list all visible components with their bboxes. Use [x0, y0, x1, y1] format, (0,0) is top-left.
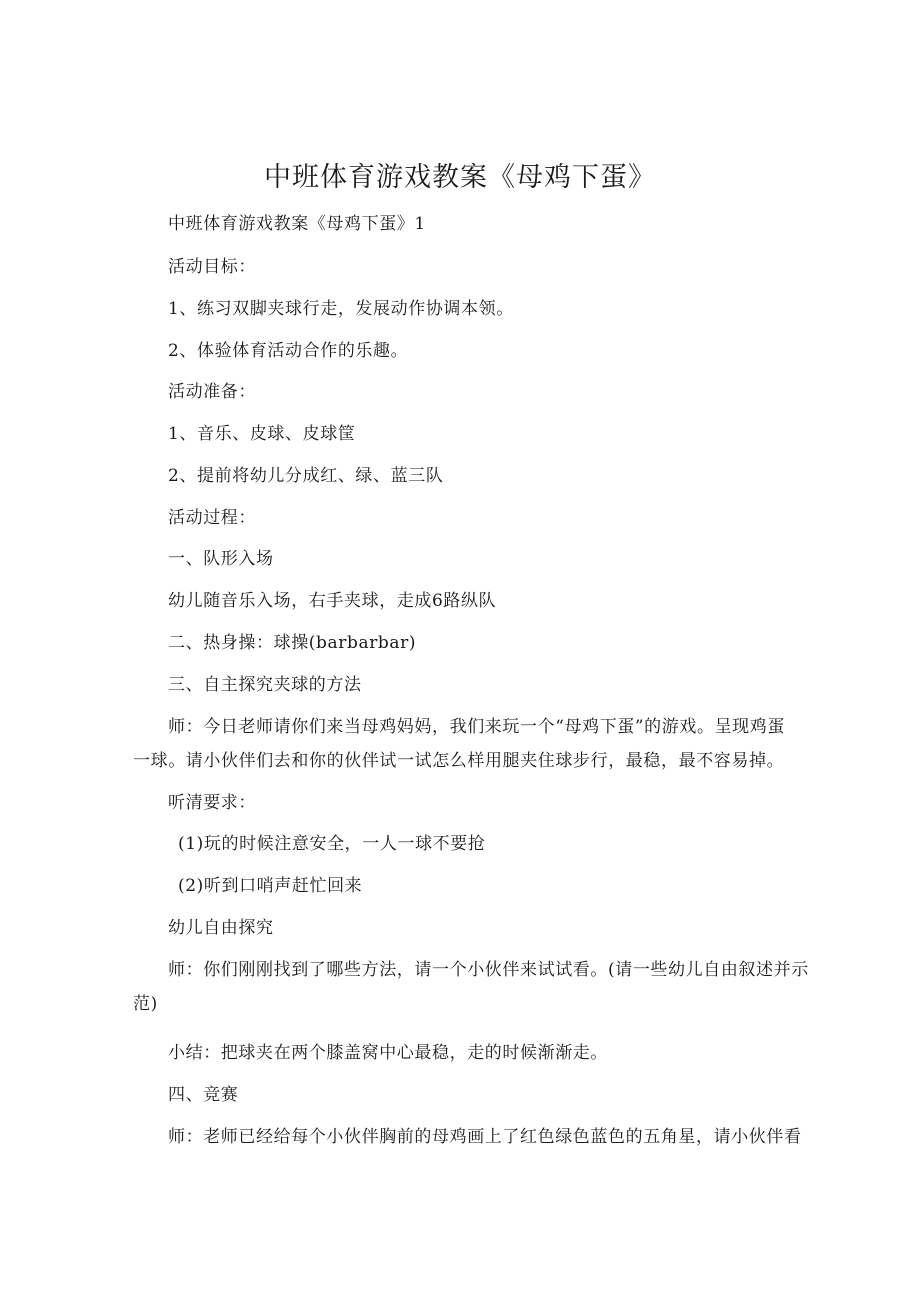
prep-item-1: 1、音乐、皮球、皮球筐: [168, 424, 356, 444]
goal-heading: 活动目标：: [168, 257, 256, 277]
listen-heading: 听清要求：: [168, 793, 256, 813]
process-heading: 活动过程：: [168, 508, 256, 528]
step-2-heading: 二、热身操：球操(barbarbar): [168, 633, 417, 653]
prep-heading: 活动准备：: [168, 382, 256, 402]
goal-item-1: 1、练习双脚夹球行走，发展动作协调本领。: [168, 299, 514, 319]
summary-line: 小结：把球夹在两个膝盖窝中心最稳，走的时候渐渐走。: [168, 1043, 608, 1063]
teacher-paragraph-3-line-1: 师：老师已经给每个小伙伴胸前的母鸡画上了红色绿色蓝色的五角星，请小伙伴看: [168, 1127, 802, 1147]
teacher-paragraph-2-line-1: 师：你们刚刚找到了哪些方法，请一个小伙伴来试试看。(请一些幼儿自由叙述并示: [168, 960, 809, 980]
step-1-desc: 幼儿随音乐入场，右手夹球，走成6路纵队: [168, 591, 497, 611]
document-title: 中班体育游戏教案《母鸡下蛋》: [264, 162, 656, 193]
step-1-heading: 一、队形入场: [168, 549, 274, 569]
step-3-heading: 三、自主探究夹球的方法: [168, 675, 362, 695]
teacher-paragraph-2-line-2: 范): [133, 994, 158, 1014]
explore-line: 幼儿自由探究: [168, 918, 274, 938]
subtitle: 中班体育游戏教案《母鸡下蛋》1: [168, 214, 426, 234]
rule-item-1: (1)玩的时候注意安全，一人一球不要抢: [178, 834, 486, 854]
teacher-paragraph-1-line-1: 师：今日老师请你们来当母鸡妈妈，我们来玩一个“母鸡下蛋”的游戏。呈现鸡蛋: [168, 717, 785, 737]
step-4-heading: 四、竞赛: [168, 1085, 239, 1105]
goal-item-2: 2、体验体育活动合作的乐趣。: [168, 341, 409, 361]
rule-item-2: (2)听到口哨声赶忙回来: [178, 876, 363, 896]
teacher-paragraph-1-line-2: 一球。请小伙伴们去和你的伙伴试一试怎么样用腿夹住球步行，最稳，最不容易掉。: [133, 751, 785, 771]
prep-item-2: 2、提前将幼儿分成红、绿、蓝三队: [168, 466, 444, 486]
